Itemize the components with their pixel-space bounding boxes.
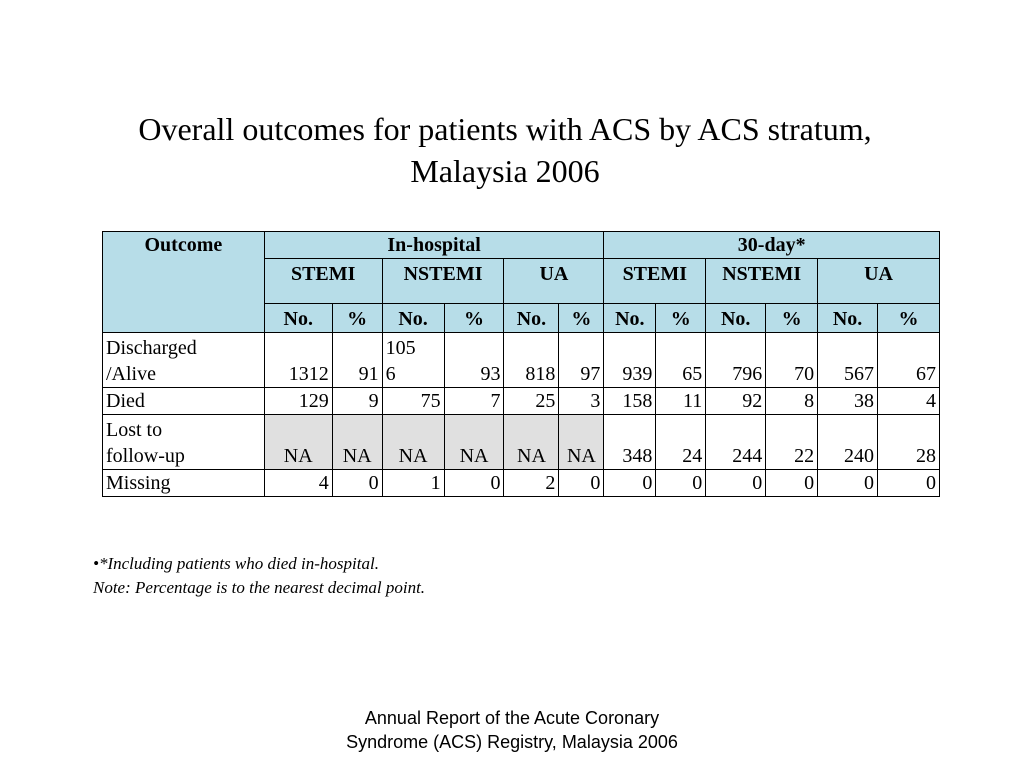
table-cell: 97 [559,333,604,388]
stratum-header: NSTEMI [706,259,818,304]
table-cell: 93 [444,333,504,388]
column-header: % [878,304,940,333]
table-cell: 28 [878,415,940,470]
table-cell: 348 [604,415,656,470]
table-cell: 0 [706,470,766,497]
column-header: No. [504,304,559,333]
footnote-line-2: Note: Percentage is to the nearest decimal point. [93,578,426,597]
table-cell-na: NA [504,415,559,470]
table-cell: 796 [706,333,766,388]
table-cell: 818 [504,333,559,388]
column-header: % [656,304,706,333]
page-title [0,108,1010,192]
column-header: No. [382,304,444,333]
stratum-header: STEMI [604,259,706,304]
table-cell: 75 [382,388,444,415]
table-cell: 7 [444,388,504,415]
table-cell: 9 [332,388,382,415]
stratum-header: STEMI [264,259,382,304]
row-label-line-2: follow-up [106,445,185,467]
table-row-died [103,388,940,415]
table-cell-na: NA [332,415,382,470]
table-cell: 0 [818,470,878,497]
table-cell: 158 [604,388,656,415]
source-line-1: Annual Report of the Acute Coronary [364,708,660,728]
table-cell: 0 [444,470,504,497]
column-header: % [332,304,382,333]
table-cell: 70 [766,333,818,388]
table-cell: 244 [706,415,766,470]
table-row-lost-to-follow-up [103,415,940,470]
row-label-line-2: /Alive [106,363,156,385]
row-label: Missing [103,470,265,497]
outcomes-table [102,231,940,497]
outcome-column-header: Outcome [103,232,265,333]
table-cell: 22 [766,415,818,470]
table-cell: 4 [264,470,332,497]
table-row-missing [103,470,940,497]
column-header: No. [818,304,878,333]
table-cell: 0 [766,470,818,497]
column-header: % [559,304,604,333]
table-cell-na: NA [559,415,604,470]
row-label [103,415,265,470]
table-cell: 67 [878,333,940,388]
table-cell: 11 [656,388,706,415]
source-line-2: Syndrome (ACS) Registry, Malaysia 2006 [346,732,678,752]
group-header-30-day: 30-day* [604,232,940,259]
source-citation [0,706,1024,754]
table-cell: 0 [656,470,706,497]
table-cell: 1312 [264,333,332,388]
table-cell: 92 [706,388,766,415]
table-cell: 25 [504,388,559,415]
table-row-discharged-alive [103,333,940,388]
table-cell: 8 [766,388,818,415]
footnote [93,552,425,600]
table-cell: 240 [818,415,878,470]
column-header: No. [264,304,332,333]
table-cell: 1 [382,470,444,497]
row-label [103,333,265,388]
column-header: No. [604,304,656,333]
table-cell-na: NA [264,415,332,470]
table-cell: 3 [559,388,604,415]
footnote-line-1: •*Including patients who died in-hospital. [93,554,379,573]
table-cell: 24 [656,415,706,470]
table-cell-text: 105 6 [385,337,416,385]
table-cell: 91 [332,333,382,388]
page-title-line-1: Overall outcomes for patients with ACS by ACS stratum, [138,111,872,147]
column-header: % [444,304,504,333]
table-cell: 0 [878,470,940,497]
table-cell: 4 [878,388,940,415]
table-cell: 939 [604,333,656,388]
table-header-row-groups [103,232,940,259]
row-label-line-1: Lost to [106,419,163,441]
table-cell: 65 [656,333,706,388]
table-cell-na: NA [382,415,444,470]
table-cell: 0 [559,470,604,497]
stratum-header: NSTEMI [382,259,504,304]
table-cell [382,333,444,388]
stratum-header: UA [504,259,604,304]
column-header: % [766,304,818,333]
table-cell: 129 [264,388,332,415]
row-label: Died [103,388,265,415]
page-title-line-2: Malaysia 2006 [410,153,600,189]
table-cell: 0 [604,470,656,497]
column-header: No. [706,304,766,333]
table-cell-na: NA [444,415,504,470]
table-cell: 0 [332,470,382,497]
row-label-line-1: Discharged [106,337,197,359]
table-cell: 2 [504,470,559,497]
table-cell: 38 [818,388,878,415]
table-cell: 567 [818,333,878,388]
stratum-header: UA [818,259,940,304]
group-header-in-hospital: In-hospital [264,232,604,259]
